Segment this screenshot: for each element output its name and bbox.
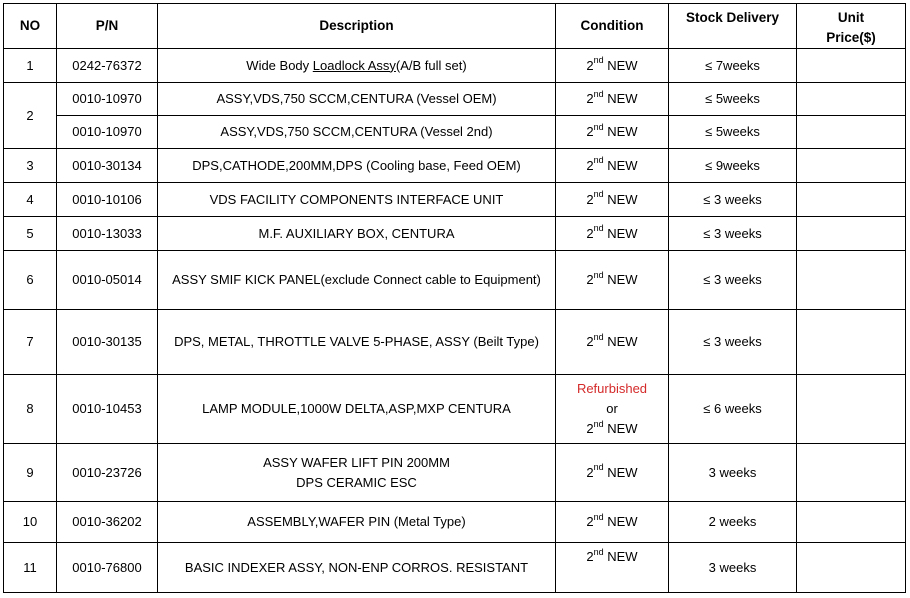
cell-condition	[556, 502, 669, 543]
cell-no: 1	[4, 49, 57, 83]
cell-description: BASIC INDEXER ASSY, NON-ENP CORROS. RESISTANT	[158, 543, 556, 593]
condition-number: 2	[586, 334, 594, 349]
cell-no: 10	[4, 502, 57, 543]
table-row	[4, 116, 906, 149]
condition-number: 2	[586, 191, 594, 207]
cell-pn: 0010-10970	[57, 83, 158, 116]
header-condition: Condition	[556, 4, 669, 49]
cell-delivery: 3 weeks	[669, 444, 797, 502]
table-row	[4, 183, 906, 217]
condition-number: 2	[586, 514, 594, 529]
cell-price	[797, 83, 906, 116]
condition-text: NEW	[603, 549, 638, 564]
cell-description: DPS,CATHODE,200MM,DPS (Cooling base, Feed OEM)	[158, 149, 556, 183]
table-row	[4, 543, 906, 593]
condition-suffix: nd	[593, 462, 604, 473]
table-row	[4, 49, 906, 83]
table-row	[4, 83, 906, 116]
header-row	[4, 4, 906, 49]
cell-no: 9	[4, 444, 57, 502]
condition-suffix: nd	[593, 418, 604, 429]
header-unit-price-line2: Price($)	[826, 30, 876, 45]
cell-condition	[556, 217, 669, 251]
cell-pn: 0010-05014	[57, 251, 158, 310]
cell-delivery: 3 weeks	[669, 543, 797, 593]
cell-no: 6	[4, 251, 57, 310]
cell-price	[797, 116, 906, 149]
cell-description: ASSY,VDS,750 SCCM,CENTURA (Vessel 2nd)	[158, 116, 556, 149]
condition-suffix: nd	[593, 189, 604, 200]
table-row	[4, 502, 906, 543]
condition-number: 2	[586, 157, 594, 173]
condition-number: 2	[586, 91, 594, 106]
cell-delivery: ≤ 7weeks	[669, 49, 797, 83]
header-description: Description	[158, 4, 556, 49]
cell-no: 5	[4, 217, 57, 251]
cell-condition	[556, 543, 669, 593]
cell-price	[797, 183, 906, 217]
table-row	[4, 251, 906, 310]
condition-or: or	[606, 401, 618, 416]
desc-part: Wide Body	[246, 57, 313, 73]
cell-price	[797, 543, 906, 593]
condition-text: NEW	[603, 272, 638, 287]
cell-condition	[556, 183, 669, 217]
cell-condition	[556, 251, 669, 310]
desc-line: DPS CERAMIC ESC	[296, 474, 417, 490]
cell-condition	[556, 83, 669, 116]
table-row	[4, 149, 906, 183]
cell-no: 11	[4, 543, 57, 593]
cell-price	[797, 375, 906, 444]
condition-text: NEW	[603, 514, 638, 529]
parts-table	[3, 3, 906, 593]
header-stock-delivery: Stock Delivery	[669, 4, 797, 49]
condition-suffix: nd	[593, 511, 604, 522]
cell-pn: 0010-30134	[57, 149, 158, 183]
condition-number: 2	[586, 124, 594, 139]
cell-price	[797, 502, 906, 543]
table-row	[4, 444, 906, 502]
condition-suffix: nd	[593, 223, 604, 234]
cell-delivery: ≤ 3 weeks	[669, 217, 797, 251]
condition-suffix: nd	[593, 269, 604, 280]
cell-delivery: ≤ 3 weeks	[669, 310, 797, 375]
cell-delivery: ≤ 6 weeks	[669, 375, 797, 444]
cell-delivery: 2 weeks	[669, 502, 797, 543]
condition-text: NEW	[603, 57, 638, 73]
cell-pn: 0010-13033	[57, 217, 158, 251]
condition-suffix: nd	[593, 55, 604, 66]
desc-part: (A/B full set)	[395, 57, 467, 73]
condition-refurbished: Refurbished	[576, 381, 648, 396]
condition-suffix: nd	[593, 331, 604, 342]
condition-number: 2	[586, 225, 594, 241]
condition-suffix: nd	[593, 121, 604, 132]
condition-text: NEW	[603, 334, 638, 349]
condition-text: NEW	[603, 124, 638, 139]
cell-delivery: ≤ 5weeks	[669, 83, 797, 116]
desc-line: ASSY WAFER LIFT PIN 200MM	[263, 454, 450, 470]
condition-text: NEW	[603, 91, 638, 106]
condition-text: NEW	[603, 191, 638, 207]
cell-description: ASSY SMIF KICK PANEL(exclude Connect cable to Equipment)	[158, 251, 556, 310]
condition-text: NEW	[603, 225, 638, 241]
cell-price	[797, 217, 906, 251]
cell-pn: 0242-76372	[57, 49, 158, 83]
cell-pn: 0010-30135	[57, 310, 158, 375]
cell-no: 2	[4, 83, 57, 149]
cell-description: DPS, METAL, THROTTLE VALVE 5-PHASE, ASSY (Beilt Type)	[158, 310, 556, 375]
condition-new	[560, 419, 664, 439]
cell-no: 8	[4, 375, 57, 444]
cell-delivery: ≤ 5weeks	[669, 116, 797, 149]
condition-number: 2	[586, 57, 594, 73]
cell-condition	[556, 444, 669, 502]
cell-description	[158, 49, 556, 83]
condition-suffix: nd	[593, 546, 604, 557]
condition-number: 2	[586, 464, 594, 480]
cell-price	[797, 251, 906, 310]
condition-number: 2	[586, 421, 594, 436]
condition-text: NEW	[603, 157, 638, 173]
condition-number: 2	[586, 272, 594, 287]
desc-underlined: Loadlock Assy	[312, 57, 396, 73]
cell-condition	[556, 375, 669, 444]
cell-condition	[556, 49, 669, 83]
condition-text: NEW	[603, 464, 638, 480]
cell-condition	[556, 310, 669, 375]
cell-pn: 0010-76800	[57, 543, 158, 593]
cell-delivery: ≤ 9weeks	[669, 149, 797, 183]
table-row	[4, 375, 906, 444]
table-row	[4, 310, 906, 375]
cell-description: M.F. AUXILIARY BOX, CENTURA	[158, 217, 556, 251]
condition-text: NEW	[603, 421, 638, 436]
cell-pn: 0010-36202	[57, 502, 158, 543]
cell-no: 7	[4, 310, 57, 375]
header-pn: P/N	[57, 4, 158, 49]
header-no: NO	[4, 4, 57, 49]
condition-number: 2	[586, 549, 594, 564]
cell-description	[158, 444, 556, 502]
cell-delivery: ≤ 3 weeks	[669, 183, 797, 217]
cell-no: 4	[4, 183, 57, 217]
cell-price	[797, 310, 906, 375]
cell-delivery: ≤ 3 weeks	[669, 251, 797, 310]
condition-suffix: nd	[593, 155, 604, 166]
cell-pn: 0010-10970	[57, 116, 158, 149]
cell-no: 3	[4, 149, 57, 183]
cell-pn: 0010-23726	[57, 444, 158, 502]
cell-description: LAMP MODULE,1000W DELTA,ASP,MXP CENTURA	[158, 375, 556, 444]
cell-description: ASSEMBLY,WAFER PIN (Metal Type)	[158, 502, 556, 543]
cell-price	[797, 444, 906, 502]
header-unit-price-line1: Unit	[837, 10, 865, 25]
cell-condition	[556, 149, 669, 183]
condition-suffix: nd	[593, 88, 604, 99]
cell-pn: 0010-10453	[57, 375, 158, 444]
cell-description: VDS FACILITY COMPONENTS INTERFACE UNIT	[158, 183, 556, 217]
cell-condition	[556, 116, 669, 149]
cell-description: ASSY,VDS,750 SCCM,CENTURA (Vessel OEM)	[158, 83, 556, 116]
cell-price	[797, 49, 906, 83]
header-unit-price	[797, 4, 906, 49]
cell-pn: 0010-10106	[57, 183, 158, 217]
cell-price	[797, 149, 906, 183]
table-row	[4, 217, 906, 251]
